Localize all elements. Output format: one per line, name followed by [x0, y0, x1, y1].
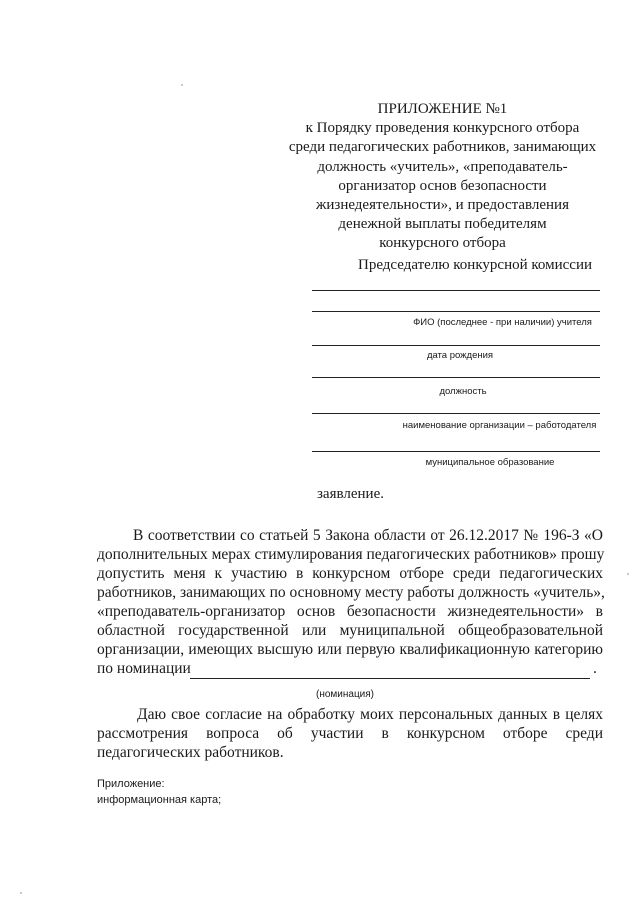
appendix-line: к Порядку проведения конкурсного отбора	[305, 120, 580, 137]
appendix-line: должность «учитель», «преподаватель-	[317, 158, 568, 175]
nomination-caption: (номинация)	[315, 689, 375, 700]
municipality-caption: муниципальное образование	[425, 457, 555, 468]
application-paragraph	[97, 526, 603, 659]
fio-caption: ФИО (последнее - при наличии) учителя	[413, 317, 592, 328]
scan-mark	[627, 573, 629, 575]
position-caption: должность	[439, 386, 487, 397]
document-title: заявление.	[317, 486, 384, 502]
appendix-title: ПРИЛОЖЕНИЕ №1	[377, 101, 508, 117]
scan-mark	[181, 84, 183, 86]
paragraph-line: педагогических работников.	[97, 744, 284, 761]
paragraph-line: «преподаватель-организатор основ безопасности жизнедеятельности» в	[97, 603, 603, 620]
paragraph-line: рассмотрения вопроса об участии в конкурсном отборе среди	[97, 725, 603, 742]
paragraph-line: дополнительных мерах стимулирования педагогических работников» прошу	[97, 546, 605, 563]
paragraph-line: Даю свое согласие на обработку моих персональных данных в целях	[137, 706, 603, 723]
birthdate-caption: дата рождения	[426, 350, 494, 361]
appendix-line: организатор основ безопасности	[338, 177, 547, 194]
attachment-item: информационная карта;	[97, 794, 222, 806]
blank-line	[312, 290, 600, 291]
appendix-line: денежной выплаты победителям	[338, 216, 547, 233]
nomination-end: .	[593, 660, 597, 677]
employer-caption: наименование организации – работодателя	[402, 420, 597, 431]
paragraph-line: работников, занимающих по основному месту работы должность «учитель»,	[97, 584, 605, 601]
appendix-header	[270, 100, 615, 254]
consent-paragraph	[97, 705, 603, 762]
attachments-label: Приложение:	[97, 778, 165, 790]
scan-mark	[20, 892, 22, 894]
appendix-line: жизнедеятельности», и предоставления	[316, 197, 569, 214]
paragraph-line: допустить меня к участию в конкурсном отборе среди педагогических	[97, 565, 603, 582]
appendix-line: конкурсного отбора	[379, 235, 506, 252]
position-line	[312, 377, 600, 378]
appendix-line: среди педагогических работников, занимающих	[288, 139, 597, 156]
paragraph-line: В соответствии со статьей 5 Закона области от 26.12.2017 № 196-З «О	[133, 527, 603, 544]
birthdate-line	[312, 345, 600, 346]
paragraph-line: областной государственной или муниципальной общеобразовательной	[97, 622, 603, 639]
nomination-prefix: по номинации	[97, 660, 191, 677]
nomination-line	[190, 678, 590, 679]
fio-line	[312, 311, 600, 312]
addressee-to: Председателю конкурсной комиссии	[358, 257, 593, 273]
municipality-line	[312, 451, 600, 452]
employer-line	[312, 413, 600, 414]
paragraph-line: организации, имеющих высшую или первую квалификационную категорию	[97, 641, 603, 658]
